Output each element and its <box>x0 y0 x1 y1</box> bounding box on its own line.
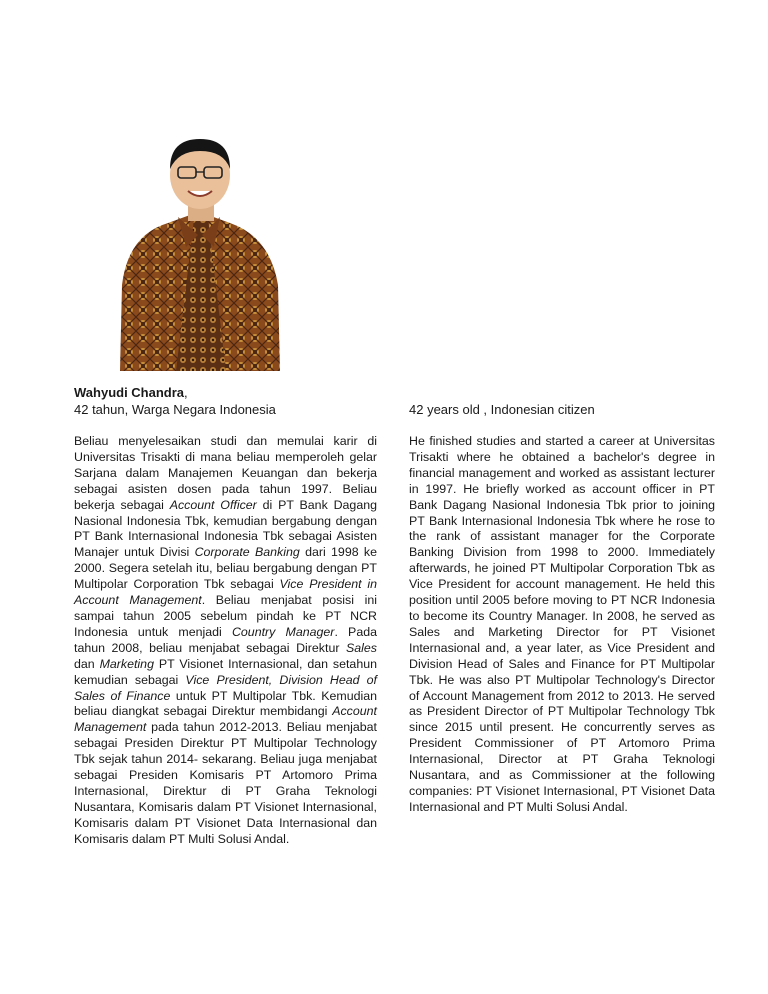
person-name-line <box>74 385 188 401</box>
bio-id-italic: Vice President, Division Head of Sales of Finance <box>74 672 377 703</box>
bio-id-italic: Marketing <box>99 656 154 671</box>
biography-english: He finished studies and started a career at Universitas Trisakti where he obtained a bachelor's degree in financial management and worked as assistant lecturer in 1997. He briefly worked as account officer in PT Bank Dagang Nasional Indonesia Tbk prior to joining PT Bank Internasional Indonesia Tbk where he rose to the rank of assistant manager for the Corporate Banking Division from 1998 to 2000. Immediately afterwards, he joined PT Multipolar Corporation Tbk as Vice President for account management. He held this position until 2005 before moving to PT NCR Indonesia to become its Country Manager. In 2008, he served as Sales and Marketing Director for PT Visionet Internasional and, a year later, as Vice President and Division Head of Sales and Finance for PT Multipolar Tbk. He was also PT Multipolar Technology's Director of Account Management from 2012 to 2013. He served as President Director of PT Multipolar Technology Tbk since 2015 until present. He concurrently serves as President Commissioner of PT Artomoro Prima Internasional, Director at PT Graha Teknologi Nusantara, and as Commissioner at the following companies: PT Visionet Internasional, PT Visionet Data Internasional and PT Multi Solusi Andal. <box>409 434 715 814</box>
biography-indonesian <box>74 434 377 848</box>
bio-id-text: di PT Bank Dagang Nasional Indonesia Tbk, kemudian bergabung dengan PT Bank Internasional Indonesia Tbk sebagai Asisten Manajer untuk Divisi <box>74 497 378 560</box>
bio-id-text: . Beliau menjabat posisi ini sampai tahun 2005 sebelum pindah ke PT NCR Indonesia untuk menjadi <box>74 593 377 639</box>
bio-id-text: pada tahun 2012-2013. Beliau menjabat sebagai Presiden Direktur PT Multipolar Technology Tbk sejak tahun 2014- sekarang. Beliau juga menjabat sebagai Presiden Komisaris PT Artomoro Prima Internasional, Direktur di PT Graha Teknologi Nusantara, Komisaris dalam PT Visionet Internasional, Komisaris dalam PT Visionet Data Internasional dan Komisaris dalam PT Multi Solusi Andal. <box>74 720 377 846</box>
bio-id-italic: Account Management <box>74 704 377 735</box>
bio-id-text: . Pada tahun 2008, beliau menjabat sebagai Direktur <box>74 624 377 655</box>
bio-id-italic: Sales <box>346 640 377 655</box>
bio-id-text: untuk PT Multipolar Tbk. Kemudian beliau diangkat sebagai Direktur membidangi <box>74 688 378 719</box>
bio-id-italic: Vice President in Account Management <box>74 577 377 608</box>
bio-id-text: PT Visionet Internasional, dan setahun kemudian sebagai <box>74 656 377 687</box>
person-name: Wahyudi Chandra <box>74 385 185 400</box>
portrait-photo <box>108 135 288 371</box>
bio-id-text: dan <box>74 656 100 671</box>
bio-id-text: dari 1998 ke 2000. Segera setelah itu, beliau bergabung dengan PT Multipolar Corporation Tbk sebagai <box>74 545 377 592</box>
bio-id-italic: Country Manager <box>231 624 335 639</box>
age-nationality-en: 42 years old , Indonesian citizen <box>409 402 595 417</box>
age-nationality-id: 42 tahun, Warga Negara Indonesia <box>74 402 276 417</box>
name-suffix: , <box>184 385 188 400</box>
bio-id-italic: Account Officer <box>169 497 257 512</box>
bio-id-italic: Corporate Banking <box>194 545 300 560</box>
bio-id-text: Beliau menyelesaikan studi dan memulai karir di Universitas Trisakti di mana beliau memperoleh gelar Sarjana dalam Manajemen Keuangan dan bekerja sebagai asisten dosen pada tahun 1997. Beliau bekerja sebagai <box>74 434 377 512</box>
